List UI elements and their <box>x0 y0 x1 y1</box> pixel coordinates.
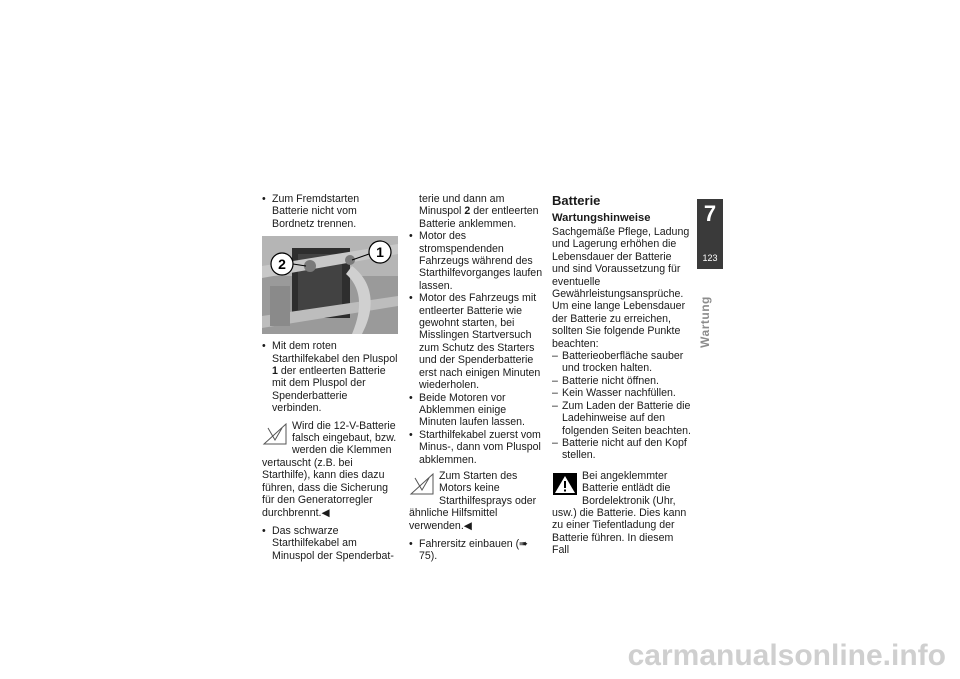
column-1 <box>262 193 398 562</box>
caution-note: Zum Starten des Motors keine Starthilfesprays oder ähnliche Hilfsmittel verwenden.◀ <box>409 469 537 532</box>
caution-note: Wird die 12-V-Batterie falsch eingebaut, bzw. werden die Klemmen vertauscht (z.B. bei Starthilfe), kann dies dazu führen, dass die Sicherung für den Generatorregler durchbrennt.◀ <box>262 419 397 519</box>
instruction-item: • Mit dem roten Starthilfekabel den Pluspol 1 der entleerten Batterie mit dem Pluspol der Spenderbatterie verbinden. <box>262 340 398 414</box>
callout-2: 2 <box>278 256 286 273</box>
instruction-item: • Motor des stromspendenden Fahrzeugs während des Starthilfevorganges laufen lassen. <box>409 230 545 292</box>
battery-photo <box>262 236 398 334</box>
list-item: – Batterie nicht auf den Kopf stellen. <box>552 437 692 462</box>
column-2 <box>409 193 545 563</box>
column-3 <box>552 193 692 563</box>
warning-icon <box>552 472 578 496</box>
list-item: – Batterie nicht öffnen. <box>552 375 692 387</box>
caution-icon <box>262 422 288 446</box>
chapter-tab <box>697 199 723 269</box>
instruction-item: • Motor des Fahrzeugs mit entleerter Batterie wie gewohnt starten, bei Misslingen Startversuch zum Schutz des Starters und der Spenderbatterie erst nach einigen Minuten wiederholen. <box>409 292 545 391</box>
list-item: – Kein Wasser nachfüllen. <box>552 387 692 399</box>
list-item: – Batterieoberfläche sauber und trocken halten. <box>552 350 692 375</box>
page-number: 123 <box>702 253 718 263</box>
instruction-item: • Zum Fremdstarten Batterie nicht vom Bordnetz trennen. <box>262 193 398 230</box>
chapter-number: 7 <box>703 201 717 226</box>
reference-number: 1 <box>272 365 278 378</box>
reference-number: 2 <box>464 205 471 218</box>
callout-1: 1 <box>376 244 384 261</box>
instruction-item: • Beide Motoren vor Abklemmen einige Minuten laufen lassen. <box>409 392 545 429</box>
caution-icon <box>409 472 435 496</box>
instruction-item: • Fahrersitz einbauen (➠ 75). <box>409 538 545 563</box>
warning-note: Bei angeklemmter Batterie entlädt die Bordelektronik (Uhr, usw.) die Batterie. Dies kann zu einer Tiefentladung der Batterie führen. In diesem Fall <box>552 469 687 557</box>
instruction-item: • Starthilfekabel zuerst vom Minus-, dann vom Pluspol abklemmen. <box>409 429 545 466</box>
section-title: Batterie <box>552 193 601 208</box>
paragraph: Um eine lange Lebensdauer der Batterie zu erreichen, sollten Sie folgende Punkte beachten: <box>552 300 686 350</box>
instruction-continuation: terie und dann am Minuspol 2 der entleerten Batterie anklemmen. <box>419 193 539 230</box>
instruction-item: • Das schwarze Starthilfekabel am Minuspol der Spenderbat- <box>262 525 398 562</box>
list-item: – Zum Laden der Batterie die Ladehinweise auf den folgenden Seiten beachten. <box>552 400 692 437</box>
watermark: carmanualsonline.info <box>627 639 946 672</box>
section-label: Wartung <box>698 296 712 348</box>
section-subtitle: Wartungshinweise <box>552 212 651 224</box>
paragraph: Sachgemäße Pflege, Ladung und Lagerung erhöhen die Lebensdauer der Batterie und sind Voraussetzung für eventuelle Gewährleistungsansprüche. <box>552 226 690 301</box>
